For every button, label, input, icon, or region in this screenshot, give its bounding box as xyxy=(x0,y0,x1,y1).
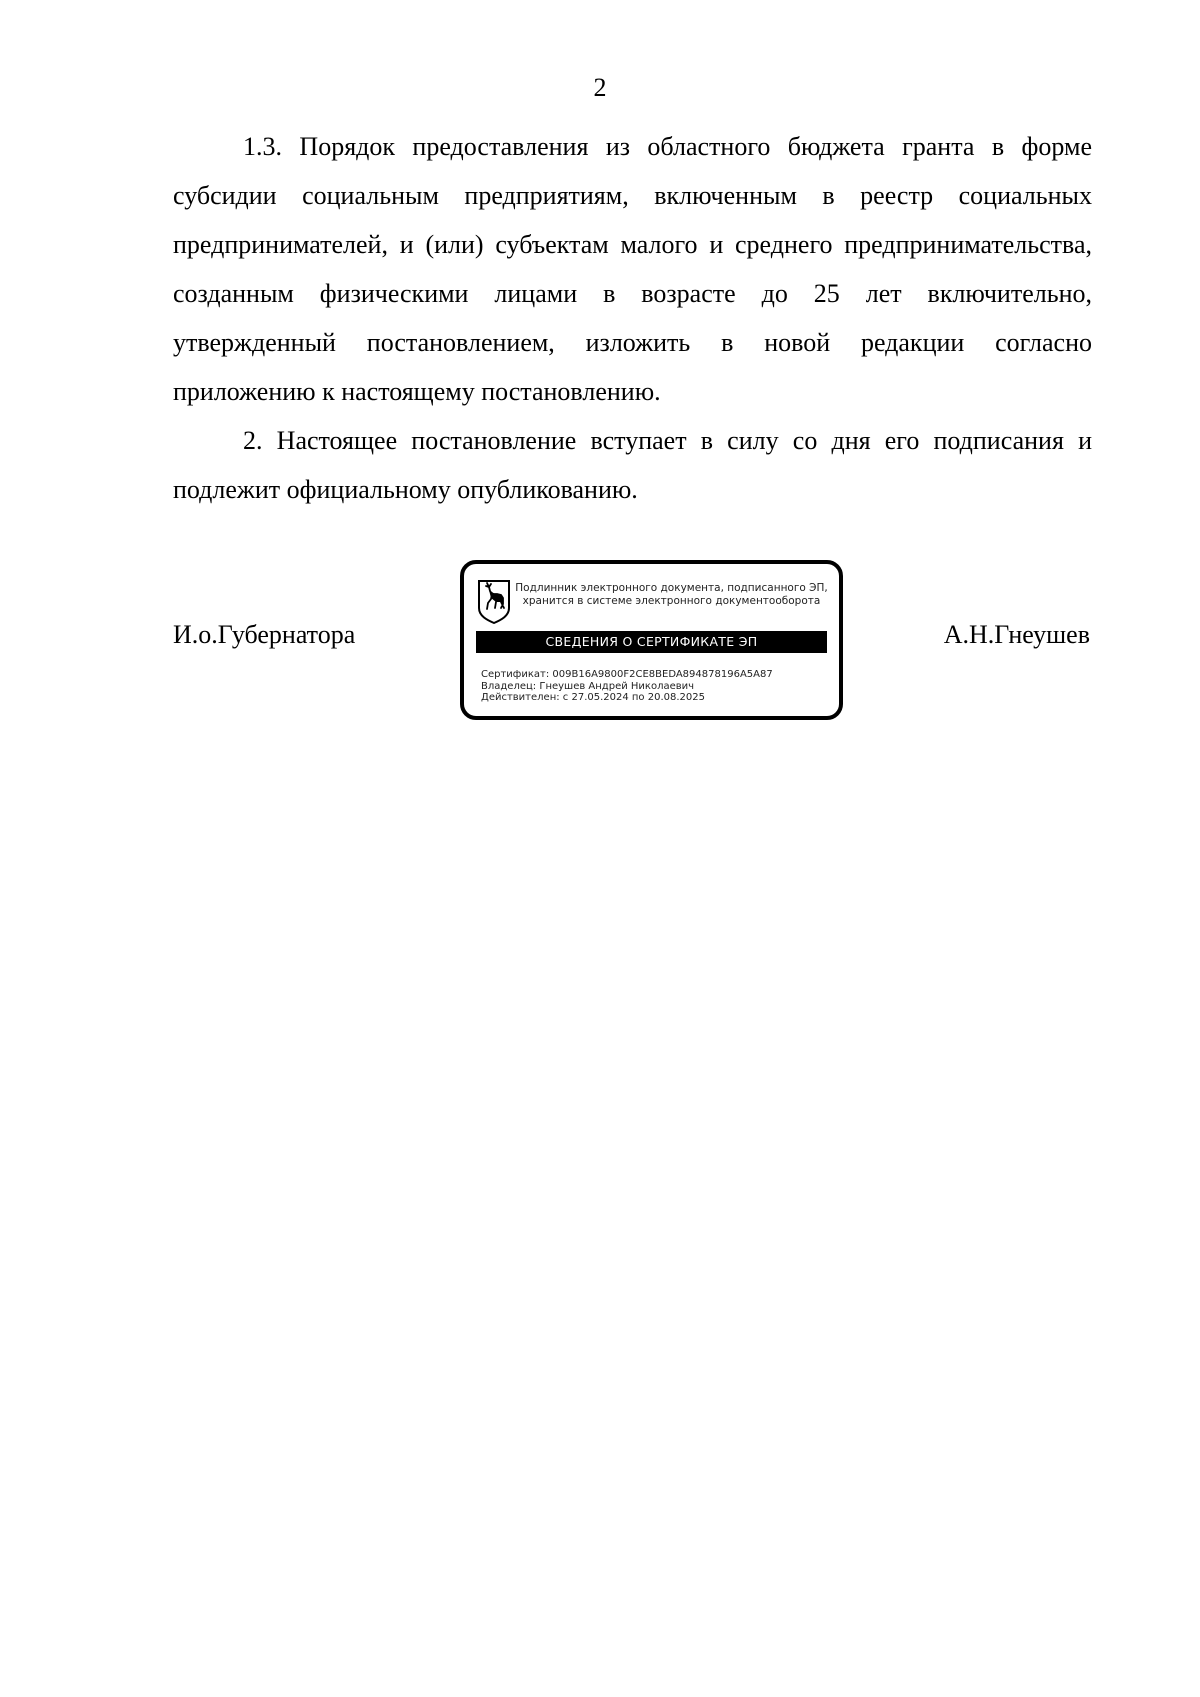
stamp-heading: СВЕДЕНИЯ О СЕРТИФИКАТЕ ЭП xyxy=(476,631,827,653)
certificate-owner: Владелец: Гнеушев Андрей Николаевич xyxy=(481,680,695,692)
paragraph-2: 2. Настоящее постановление вступает в силу со дня его подписания и подлежит официальному опубликованию. xyxy=(173,426,1092,504)
stamp-note xyxy=(514,582,829,608)
signer-title: И.о.Губернатора xyxy=(173,620,356,649)
stamp-note-line: хранится в системе электронного документооборота xyxy=(522,595,821,607)
deer-coat-of-arms-icon xyxy=(476,578,512,624)
certificate-details xyxy=(481,669,773,704)
document-body xyxy=(173,122,1092,514)
page-number: 2 xyxy=(593,73,607,102)
electronic-signature-stamp xyxy=(460,560,843,720)
signer-name: А.Н.Гнеушев xyxy=(943,620,1090,649)
stamp-note-line: Подлинник электронного документа, подписанного ЭП, xyxy=(515,582,828,594)
paragraph-1-3: 1.3. Порядок предоставления из областного бюджета гранта в форме субсидии социальным предприятиям, включенным в реестр социальных предпринимателей, и (или) субъектам малого и среднего предпринимательства, созданным физическими лицами в возрасте до 25 лет включительно, утвержденный постановлением, изложить в новой редакции согласно приложению к настоящему постановлению. xyxy=(173,132,1092,406)
signature-block xyxy=(0,560,1200,730)
certificate-number: Сертификат: 009B16A9800F2CE8BEDA894878196A5A87 xyxy=(481,669,773,680)
certificate-validity: Действителен: с 27.05.2024 по 20.08.2025 xyxy=(481,692,705,703)
